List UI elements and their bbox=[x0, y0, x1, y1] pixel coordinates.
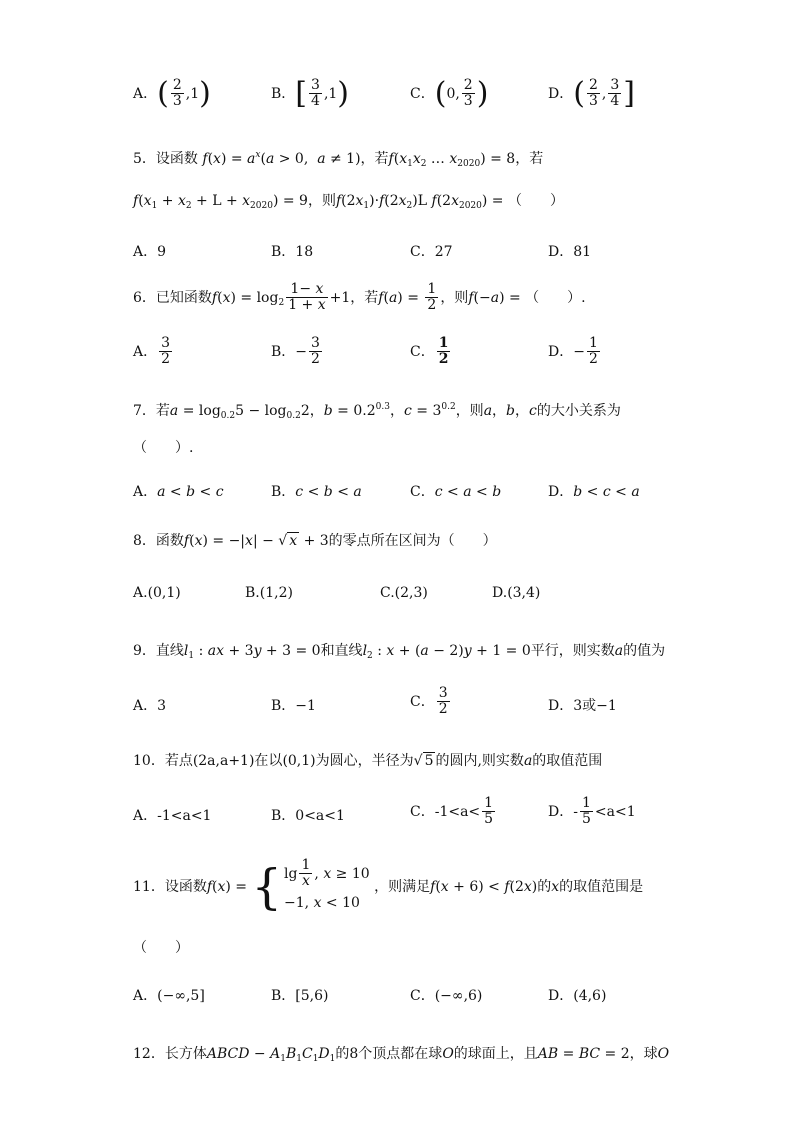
q4-option-c: C．(0, $\frac{2}{3}$ ) bbox=[410, 75, 489, 111]
q10-stem: 10．若点(2a,a+1)在以(0,1)为圆心，半径为√ 5 的圆内,则实数a的取值范围 bbox=[133, 753, 603, 769]
q7-option-c: C．c < a < b bbox=[410, 484, 502, 500]
q7-stem-line2: （ ）. bbox=[133, 440, 194, 456]
q9-option-c: C． $\frac{3}{2}$ bbox=[410, 685, 448, 718]
q6-option-c: C． $\frac{1}{2}$ bbox=[410, 335, 449, 368]
q12-stem: 12．长方体ABCD − $A_1B_1C_1D_1$的8个顶点都在球O的球面上，且AB = BC = 2，球O bbox=[133, 1046, 670, 1064]
q4-option-b: B．[ $\frac{3}{4}$ ,1) bbox=[271, 75, 350, 111]
q8-option-c: C.(2,3) bbox=[380, 585, 428, 601]
q11-option-c: C．(−∞,6) bbox=[410, 988, 483, 1004]
q8-option-b: B.(1,2) bbox=[245, 585, 293, 601]
q5-option-c: C．27 bbox=[410, 244, 453, 260]
q7-option-a: A．a < b < c bbox=[133, 484, 224, 500]
q6-option-d: D．− $\frac{1}{2}$ bbox=[548, 335, 598, 368]
q7-option-d: D．b < c < a bbox=[548, 484, 640, 500]
q4-option-a: A．( $\frac{2}{3}$ ,1) bbox=[133, 75, 211, 111]
q9-option-b: B．−1 bbox=[271, 698, 316, 714]
q10-option-a: A．-1<a<1 bbox=[133, 808, 212, 824]
q7-stem-line1: 7．若$a = \log_{0.2}5 - \log_{0.2}2$，$b = 0.2^{0.3}$，$c = 3^{0.2}$，则a，b，c的大小关系为 bbox=[133, 402, 621, 421]
q8-stem: 8．函数f(x) = −|x| − √ x + 3的零点所在区间为（ ） bbox=[133, 533, 497, 549]
q8-option-d: D.(3,4) bbox=[492, 585, 541, 601]
q5-stem-line2: $f(x_1 + x_2 + L + x_{2020}) = 9$，则$f(2x_1)\cdot f(2x_2)L$ $f(2x_{2020})$ = （ ） bbox=[133, 193, 564, 211]
q5-stem-line1: 5．设函数 $f(x) = a^x(a > 0$, a ≠ 1)，若$f(x_1x_2$ … $x_{2020}) = 8$，若 bbox=[133, 150, 544, 169]
q10-option-d: D．- $\frac{1}{5}$ <a<1 bbox=[548, 795, 636, 828]
q9-option-d: D．3或−1 bbox=[548, 698, 617, 714]
q9-stem: 9．直线$l_1$ : ax + 3y + 3 = 0和直线$l_2$ : x + (a − 2)y + 1 = 0平行，则实数a的值为 bbox=[133, 643, 666, 661]
q7-option-b: B．c < b < a bbox=[271, 484, 362, 500]
q5-option-d: D．81 bbox=[548, 244, 592, 260]
q11-stem-line2: （ ） bbox=[133, 940, 189, 956]
q6-stem: 6．已知函数$f(x) = \log_2$ $\frac{1- x}{1 + x}$ +1，若f(a) = $\frac{1}{2}$ ，则f(−a) = （ ）. bbox=[133, 281, 586, 314]
q10-option-b: B．0<a<1 bbox=[271, 808, 345, 824]
q5-option-b: B．18 bbox=[271, 244, 314, 260]
q10-option-c: C．-1<a< $\frac{1}{5}$ bbox=[410, 795, 494, 828]
q11-stem-line1: 11．设函数f(x) = { lg $\frac{1}{x}$ , x ≥ 10 −1, x < 10 ，则满足f(x + 6) < f(2x)的x的取值范围是 bbox=[133, 857, 644, 916]
q9-option-a: A．3 bbox=[133, 698, 167, 714]
q11-option-d: D．(4,6) bbox=[548, 988, 607, 1004]
q8-option-a: A.(0,1) bbox=[133, 585, 181, 601]
q11-option-b: B．[5,6) bbox=[271, 988, 329, 1004]
q6-option-b: B．− $\frac{3}{2}$ bbox=[271, 335, 320, 368]
q5-option-a: A．9 bbox=[133, 244, 167, 260]
q11-option-a: A．(−∞,5] bbox=[133, 988, 205, 1004]
q6-option-a: A． $\frac{3}{2}$ bbox=[133, 335, 171, 368]
q4-option-d: D．( $\frac{2}{3}$ , $\frac{3}{4}$ ] bbox=[548, 75, 635, 111]
